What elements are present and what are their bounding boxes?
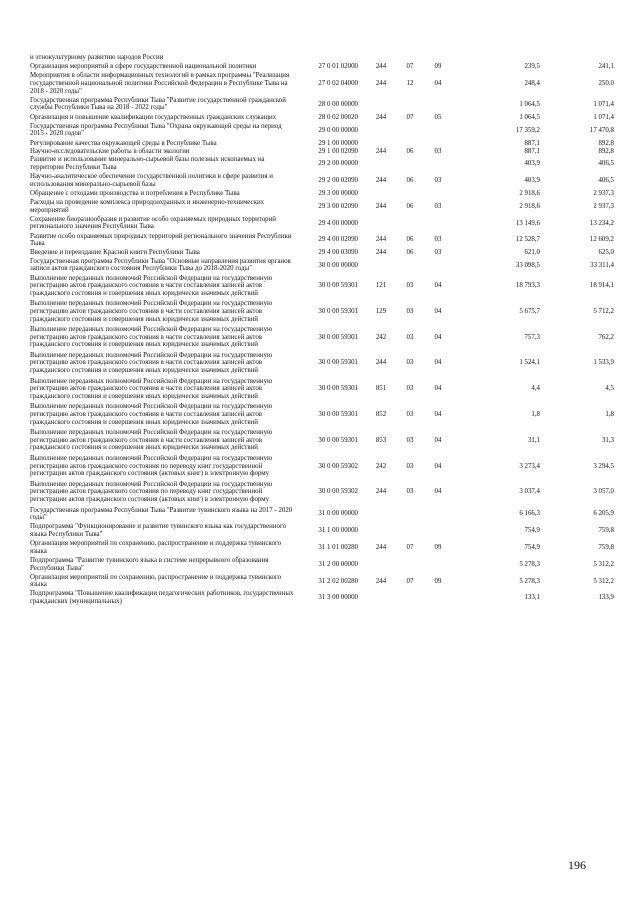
row-name: Подпрограмма "Развитие тувинского языка в системе непрерывного образования Республики Тыва" bbox=[30, 556, 269, 572]
row-name: Введение и переиздание Красной книги Республики Тыва bbox=[30, 249, 200, 257]
target-article-code: 29 3 00 00000 bbox=[318, 189, 358, 197]
table-row bbox=[30, 97, 614, 112]
target-article-code: 31 3 00 00000 bbox=[318, 594, 358, 602]
table-row bbox=[30, 523, 614, 538]
amount-year-2: 5 312,2 bbox=[593, 560, 614, 568]
row-name: Организация мероприятий в сфере государственной национальной политики bbox=[30, 63, 257, 71]
amount-year-1: 5 278,3 bbox=[519, 560, 540, 568]
table-row bbox=[30, 123, 614, 138]
amount-year-2: 133,9 bbox=[598, 594, 614, 602]
amount-year-2: 3 057,0 bbox=[593, 488, 614, 496]
row-name: Выполнение переданных полномочий Российской Федерации на государственную регистрацию актов гражданского состояния по переводу книг государственной регистрации актов гражданского состояния (актовых книг) в электронную форму bbox=[30, 455, 273, 478]
amount-year-2: 33 311,4 bbox=[590, 261, 614, 269]
table-row bbox=[30, 352, 614, 375]
amount-year-1: 887,1 bbox=[524, 147, 540, 155]
table-row bbox=[30, 326, 614, 349]
table-row bbox=[30, 481, 614, 504]
target-article-code: 31 1 01 00280 bbox=[318, 543, 358, 551]
amount-year-2: 1 533,9 bbox=[593, 359, 614, 367]
amount-year-2: 406,5 bbox=[598, 160, 614, 168]
target-article-code: 27 0 02 04000 bbox=[318, 79, 358, 87]
expense-type-code: 244 bbox=[375, 113, 387, 121]
section-code: 03 bbox=[406, 333, 414, 341]
amount-year-1: 621,0 bbox=[524, 249, 540, 257]
amount-year-2: 31,3 bbox=[601, 436, 614, 444]
table-row bbox=[30, 455, 614, 478]
table-row bbox=[30, 233, 614, 248]
target-article-code: 28 0 00 00000 bbox=[318, 100, 358, 108]
amount-year-1: 403,9 bbox=[524, 176, 540, 184]
amount-year-2: 2 937,3 bbox=[593, 189, 614, 197]
amount-year-2: 759,8 bbox=[598, 527, 614, 535]
row-name: Государственная программа Республики Тыва "Развитие государственной гражданской службы Республики Тыва на 2018 - 2022 годы" bbox=[30, 96, 286, 112]
target-article-code: 29 4 00 02090 bbox=[318, 236, 358, 244]
table-row bbox=[30, 140, 614, 148]
subsection-code: 09 bbox=[434, 63, 442, 71]
expense-type-code: 244 bbox=[375, 202, 387, 210]
target-article-code: 30 0 00 00000 bbox=[318, 261, 358, 269]
expense-type-code: 129 bbox=[375, 307, 387, 315]
section-code: 06 bbox=[406, 236, 414, 244]
section-code: 06 bbox=[406, 202, 414, 210]
row-name: Государственная программа Республики Тыва "Основные направления развития органов записи актов гражданского состояния Республики Тыва до 2018-2020 годы" bbox=[30, 257, 291, 273]
row-name: Обращение с отходами производства и потребления в Республике Тыва bbox=[30, 189, 240, 197]
row-name: Выполнение переданных полномочий Российской Федерации на государственную регистрацию актов гражданского состояния в части составления записей актов гражданского состояния и совершения иных юридически значимых действий bbox=[30, 300, 273, 323]
amount-year-1: 3 037,4 bbox=[519, 488, 540, 496]
table-row bbox=[30, 590, 614, 605]
table-row bbox=[30, 403, 614, 426]
section-code: 03 bbox=[406, 411, 414, 419]
section-code: 03 bbox=[406, 488, 414, 496]
amount-year-2: 762,2 bbox=[598, 333, 614, 341]
amount-year-1: 12 528,7 bbox=[515, 236, 540, 244]
subsection-code: 04 bbox=[434, 462, 442, 470]
target-article-code: 30 0 00 59301 bbox=[318, 282, 358, 290]
amount-year-2: 250,0 bbox=[598, 79, 614, 87]
table-row bbox=[30, 507, 614, 522]
target-article-code: 29 3 00 02090 bbox=[318, 202, 358, 210]
section-code: 06 bbox=[406, 249, 414, 257]
row-name: и этнокультурному развитию народов России bbox=[30, 54, 164, 61]
amount-year-2: 1 071,4 bbox=[593, 113, 614, 121]
expense-type-code: 244 bbox=[375, 577, 387, 585]
expense-type-code: 244 bbox=[375, 488, 387, 496]
amount-year-1: 1 064,5 bbox=[519, 113, 540, 121]
table-row bbox=[30, 63, 614, 71]
target-article-code: 30 0 00 59301 bbox=[318, 359, 358, 367]
amount-year-2: 241,1 bbox=[598, 63, 614, 71]
amount-year-2: 625,0 bbox=[598, 249, 614, 257]
amount-year-1: 13 149,6 bbox=[515, 219, 540, 227]
amount-year-2: 892,8 bbox=[598, 139, 614, 147]
row-name: Выполнение переданных полномочий Российской Федерации на государственную регистрацию актов гражданского состояния в части составления записей актов гражданского состояния и совершения иных юридически значимых действий bbox=[30, 429, 273, 452]
section-code: 07 bbox=[406, 577, 414, 585]
amount-year-1: 887,1 bbox=[524, 139, 540, 147]
table-row bbox=[30, 173, 614, 188]
amount-year-2: 3 294,5 bbox=[593, 462, 614, 470]
table-row bbox=[30, 378, 614, 401]
target-article-code: 31 2 00 00000 bbox=[318, 560, 358, 568]
page-number: 196 bbox=[568, 858, 586, 872]
expense-type-code: 244 bbox=[375, 543, 387, 551]
amount-year-2: 759,8 bbox=[598, 543, 614, 551]
target-article-code: 29 2 00 00000 bbox=[318, 160, 358, 168]
target-article-code: 30 0 00 59301 bbox=[318, 436, 358, 444]
table-row bbox=[30, 275, 614, 298]
table-row bbox=[30, 156, 614, 171]
subsection-code: 03 bbox=[434, 249, 442, 257]
amount-year-1: 754,9 bbox=[524, 527, 540, 535]
expense-type-code: 244 bbox=[375, 236, 387, 244]
subsection-code: 09 bbox=[434, 577, 442, 585]
table-row bbox=[30, 190, 614, 198]
amount-year-2: 406,5 bbox=[598, 176, 614, 184]
subsection-code: 04 bbox=[434, 488, 442, 496]
amount-year-2: 892,8 bbox=[598, 147, 614, 155]
subsection-code: 04 bbox=[434, 359, 442, 367]
amount-year-2: 5 312,2 bbox=[593, 577, 614, 585]
row-name: Выполнение переданных полномочий Российской Федерации на государственную регистрацию актов гражданского состояния в части составления записей актов гражданского состояния и совершения иных юридически значимых действий bbox=[30, 377, 273, 400]
subsection-code: 04 bbox=[434, 385, 442, 393]
row-name: Выполнение переданных полномочий Российской Федерации на государственную регистрацию актов гражданского состояния в части составления записей актов гражданского состояния и совершения иных юридически значимых действий bbox=[30, 274, 273, 297]
table-row bbox=[30, 429, 614, 452]
table-row bbox=[30, 216, 614, 231]
amount-year-1: 1,8 bbox=[531, 411, 540, 419]
amount-year-1: 757,3 bbox=[524, 333, 540, 341]
amount-year-2: 2 937,3 bbox=[593, 202, 614, 210]
row-name: Развитие особо охраняемых природных территорий регионального значения Республики Тыва bbox=[30, 232, 292, 248]
expense-type-code: 121 bbox=[375, 282, 387, 290]
expense-type-code: 853 bbox=[375, 436, 387, 444]
expense-type-code: 242 bbox=[375, 462, 387, 470]
table-row bbox=[30, 199, 614, 214]
row-name: Организация мероприятий по сохранению, распространение и поддержка тувинского языка bbox=[30, 573, 282, 589]
amount-year-1: 1 064,5 bbox=[519, 100, 540, 108]
row-name: Государственная программа Республики Тыва "Охрана окружающей среды на период 2015 - 2020 годов" bbox=[30, 122, 282, 138]
subsection-code: 05 bbox=[434, 113, 442, 121]
row-name: Расходы на проведение комплекса природоохранных и инженерно-технических мероприятий bbox=[30, 199, 265, 214]
amount-year-2: 6 205,9 bbox=[593, 510, 614, 518]
target-article-code: 29 1 00 02090 bbox=[318, 147, 358, 155]
section-code: 06 bbox=[406, 176, 414, 184]
table-row bbox=[30, 72, 614, 95]
amount-year-1: 5 675,7 bbox=[519, 307, 540, 315]
target-article-code: 31 0 00 00000 bbox=[318, 510, 358, 518]
target-article-code: 30 0 00 59301 bbox=[318, 307, 358, 315]
target-article-code: 30 0 00 59301 bbox=[318, 411, 358, 419]
amount-year-1: 2 918,6 bbox=[519, 202, 540, 210]
amount-year-2: 18 914,1 bbox=[589, 282, 614, 290]
expense-type-code: 244 bbox=[375, 147, 387, 155]
section-code: 03 bbox=[406, 282, 414, 290]
table-row bbox=[30, 574, 614, 589]
section-code: 03 bbox=[406, 436, 414, 444]
amount-year-1: 133,1 bbox=[524, 594, 540, 602]
section-code: 07 bbox=[406, 63, 414, 71]
row-name: Выполнение переданных полномочий Российской Федерации на государственную регистрацию актов гражданского состояния по переводу книг государственной регистрации актов гражданского состояния (актовых книг) в электронную форму bbox=[30, 480, 273, 503]
table-row bbox=[30, 249, 614, 257]
table-row bbox=[30, 557, 614, 572]
expense-type-code: 244 bbox=[375, 79, 387, 87]
target-article-code: 29 0 00 00000 bbox=[318, 126, 358, 134]
section-code: 03 bbox=[406, 359, 414, 367]
row-name: Развитие и использование минерально-сырьевой базы полезных ископаемых на территории Республики Тыва bbox=[30, 156, 265, 171]
section-code: 12 bbox=[406, 79, 414, 87]
amount-year-1: 33 098,5 bbox=[515, 261, 540, 269]
row-name: Подпрограмма "Функционирование и развитие тувинского языка как государственного языка Республики Тыва" bbox=[30, 523, 287, 538]
target-article-code: 30 0 00 59302 bbox=[318, 462, 358, 470]
amount-year-2: 4,5 bbox=[605, 385, 614, 393]
target-article-code: 28 0 02 00020 bbox=[318, 113, 358, 121]
target-article-code: 30 0 00 59302 bbox=[318, 488, 358, 496]
row-name: Организация и повышение квалификации государственных гражданских служащих bbox=[30, 113, 277, 121]
subsection-code: 03 bbox=[434, 202, 442, 210]
amount-year-1: 239,5 bbox=[524, 63, 540, 71]
target-article-code: 31 2 02 00280 bbox=[318, 577, 358, 585]
row-name: Организация мероприятий по сохранению, распространение и поддержка тувинского языка bbox=[30, 540, 282, 555]
amount-year-1: 17 359,2 bbox=[515, 126, 540, 134]
target-article-code: 29 4 00 00000 bbox=[318, 219, 358, 227]
expense-type-code: 242 bbox=[375, 333, 387, 341]
amount-year-1: 754,9 bbox=[524, 543, 540, 551]
section-code: 03 bbox=[406, 307, 414, 315]
subsection-code: 04 bbox=[434, 436, 442, 444]
amount-year-1: 403,9 bbox=[524, 160, 540, 168]
target-article-code: 27 0 01 02000 bbox=[318, 63, 358, 71]
row-name: Выполнение переданных полномочий Российской Федерации на государственную регистрацию актов гражданского состояния в части составления записей актов гражданского состояния и совершения иных юридически значимых действий bbox=[30, 351, 273, 375]
subsection-code: 03 bbox=[434, 236, 442, 244]
table-row bbox=[30, 300, 614, 323]
subsection-code: 04 bbox=[434, 333, 442, 341]
row-name: Регулирование качества окружающей среды в Республике Тыва bbox=[30, 139, 217, 147]
section-code: 07 bbox=[406, 543, 414, 551]
amount-year-1: 248,4 bbox=[524, 79, 540, 87]
table-row bbox=[30, 148, 614, 156]
row-name: Выполнение переданных полномочий Российской Федерации на государственную регистрацию актов гражданского состояния в части составления записей актов гражданского состояния и совершения иных юридически значимых действий bbox=[30, 403, 273, 426]
target-article-code: 29 2 00 02090 bbox=[318, 176, 358, 184]
subsection-code: 09 bbox=[434, 543, 442, 551]
target-article-code: 31 1 00 00000 bbox=[318, 527, 358, 535]
table-row bbox=[30, 540, 614, 555]
target-article-code: 29 4 00 03090 bbox=[318, 249, 358, 257]
budget-table bbox=[30, 54, 614, 607]
section-code: 03 bbox=[406, 385, 414, 393]
target-article-code: 29 1 00 00000 bbox=[318, 139, 358, 147]
amount-year-1: 31,1 bbox=[527, 436, 540, 444]
amount-year-1: 4,4 bbox=[531, 385, 540, 393]
target-article-code: 30 0 00 59301 bbox=[318, 333, 358, 341]
row-name: Сохранение биоразнообразия и развитие особо охраняемых природных территорий регионального значения Республики Тыва bbox=[30, 215, 276, 231]
amount-year-1: 1 524,1 bbox=[519, 359, 540, 367]
expense-type-code: 244 bbox=[375, 249, 387, 257]
amount-year-1: 2 918,6 bbox=[519, 189, 540, 197]
subsection-code: 04 bbox=[434, 411, 442, 419]
target-article-code: 30 0 00 59301 bbox=[318, 385, 358, 393]
amount-year-2: 13 234,2 bbox=[589, 219, 614, 227]
row-name: Государственная программа Республики Тыва "Развитие тувинского языка на 2017 - 2020 годы" bbox=[30, 506, 293, 522]
row-name: Научно-аналитическое обеспечение государственной политики в сфере развития и использования минерально-сырьевой базы bbox=[30, 173, 273, 188]
row-name: Подпрограмма "Повышение квалификации педагогических работников, государственных гражданских (муниципальных) bbox=[30, 590, 294, 606]
row-name: Выполнение переданных полномочий Российской Федерации на государственную регистрацию актов гражданского состояния в части составления записей актов гражданского состояния и совершения иных юридически значимых действий bbox=[30, 326, 273, 349]
expense-type-code: 851 bbox=[375, 385, 387, 393]
amount-year-2: 1 071,4 bbox=[593, 100, 614, 108]
amount-year-1: 18 793,3 bbox=[515, 282, 540, 290]
amount-year-1: 3 273,4 bbox=[519, 462, 540, 470]
amount-year-1: 6 166,3 bbox=[519, 510, 540, 518]
row-name: Научно-исследовательские работы в области экологии bbox=[30, 147, 190, 155]
expense-type-code: 244 bbox=[375, 359, 387, 367]
subsection-code: 04 bbox=[434, 307, 442, 315]
expense-type-code: 852 bbox=[375, 411, 387, 419]
amount-year-1: 5 278,3 bbox=[519, 577, 540, 585]
table-row bbox=[30, 114, 614, 122]
section-code: 03 bbox=[406, 462, 414, 470]
section-code: 07 bbox=[406, 113, 414, 121]
amount-year-2: 17 470,8 bbox=[589, 126, 614, 134]
amount-year-2: 1,8 bbox=[605, 411, 614, 419]
amount-year-2: 5 712,2 bbox=[593, 307, 614, 315]
row-name: Мероприятия в области информационных технологий в рамках программы "Реализация государственной национальной политики Российской Федерации в Республике Тыва на 2018 - 2020 годы" bbox=[30, 72, 290, 95]
section-code: 06 bbox=[406, 147, 414, 155]
table-row bbox=[30, 54, 614, 62]
table-row bbox=[30, 258, 614, 273]
subsection-code: 03 bbox=[434, 147, 442, 155]
expense-type-code: 244 bbox=[375, 176, 387, 184]
expense-type-code: 244 bbox=[375, 63, 387, 71]
subsection-code: 04 bbox=[434, 79, 442, 87]
amount-year-2: 12 609,2 bbox=[589, 236, 614, 244]
subsection-code: 03 bbox=[434, 176, 442, 184]
subsection-code: 04 bbox=[434, 282, 442, 290]
